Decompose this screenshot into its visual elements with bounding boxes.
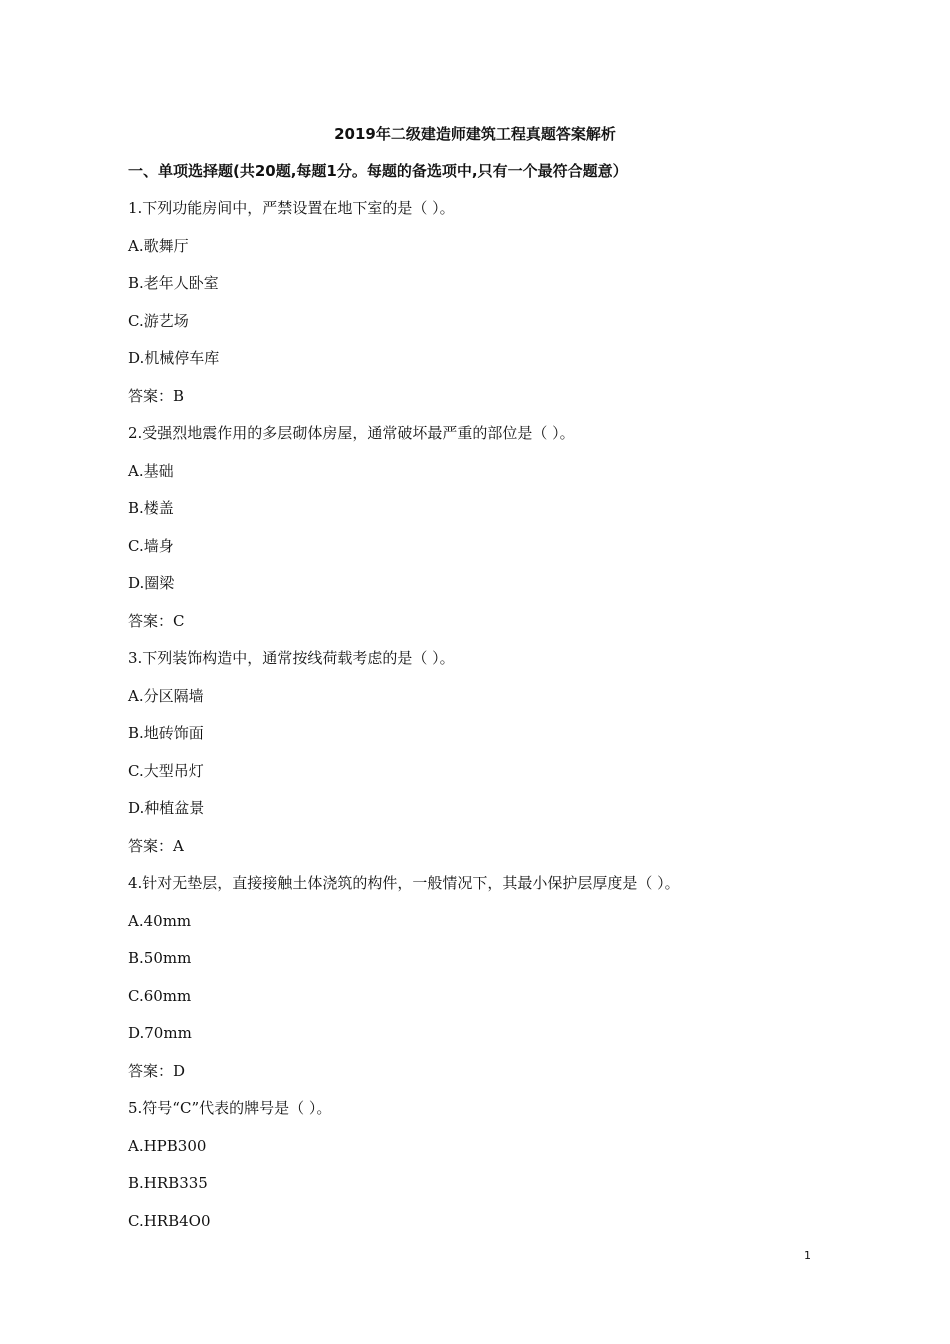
option-a: A.歌舞厅 bbox=[128, 236, 189, 255]
option-b: B.50mm bbox=[128, 949, 192, 967]
page-number: 1 bbox=[804, 1249, 811, 1262]
question-4 bbox=[128, 872, 828, 1097]
option-a: A.基础 bbox=[128, 461, 174, 480]
question-stem: 1.下列功能房间中，严禁设置在地下室的是（ ）。 bbox=[128, 199, 455, 217]
question-list bbox=[128, 197, 828, 1247]
option-b: B.老年人卧室 bbox=[128, 274, 219, 292]
option-a: A.40mm bbox=[128, 911, 192, 930]
option-c: C.HRB4O0 bbox=[128, 1211, 211, 1230]
document-title: 2019年二级建造师建筑工程真题答案解析 bbox=[334, 125, 616, 143]
answer: 答案：B bbox=[128, 386, 185, 405]
option-d: D.种植盆景 bbox=[128, 799, 205, 817]
option-d: D.机械停车库 bbox=[128, 349, 220, 367]
question-stem: 5.符号“C”代表的牌号是（ ）。 bbox=[128, 1099, 332, 1117]
section-heading: 一、单项选择题(共20题,每题1分。每题的备选项中,只有一个最符合题意） bbox=[128, 162, 628, 180]
answer: 答案：A bbox=[128, 836, 184, 855]
question-2 bbox=[128, 422, 828, 647]
option-d: D.70mm bbox=[128, 1024, 192, 1042]
question-stem: 3.下列装饰构造中，通常按线荷载考虑的是（ ）。 bbox=[128, 649, 455, 667]
option-b: B.楼盖 bbox=[128, 499, 174, 517]
option-a: A.HPB300 bbox=[128, 1136, 207, 1155]
question-5 bbox=[128, 1097, 828, 1247]
option-b: B.HRB335 bbox=[128, 1174, 208, 1192]
option-c: C.墙身 bbox=[128, 536, 174, 555]
question-stem: 4.针对无垫层，直接接触土体浇筑的构件，一般情况下，其最小保护层厚度是（ ）。 bbox=[128, 874, 680, 892]
answer: 答案：D bbox=[128, 1061, 186, 1080]
answer: 答案：C bbox=[128, 611, 185, 630]
option-c: C.游艺场 bbox=[128, 311, 189, 330]
question-3 bbox=[128, 647, 828, 872]
question-stem: 2.受强烈地震作用的多层砌体房屋，通常破坏最严重的部位是（ ）。 bbox=[128, 424, 575, 442]
question-1 bbox=[128, 197, 828, 422]
option-a: A.分区隔墙 bbox=[128, 686, 204, 705]
option-b: B.地砖饰面 bbox=[128, 724, 204, 742]
option-c: C.60mm bbox=[128, 986, 192, 1005]
option-c: C.大型吊灯 bbox=[128, 761, 204, 780]
option-d: D.圈梁 bbox=[128, 574, 175, 592]
